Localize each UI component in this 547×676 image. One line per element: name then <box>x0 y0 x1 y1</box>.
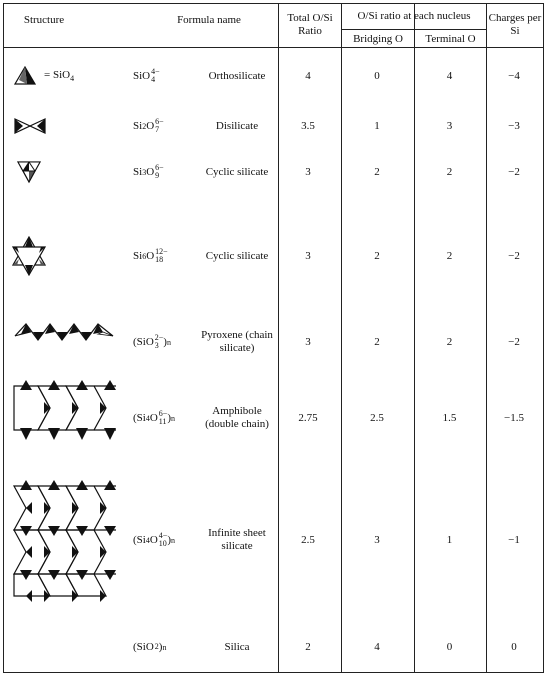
bridging-o-cell: 1 <box>374 119 380 132</box>
total-ratio-cell: 3.5 <box>301 119 315 132</box>
terminal-o-cell: 4 <box>446 69 453 82</box>
header-charges: Charges per Si <box>488 12 542 37</box>
total-ratio-cell: 3 <box>305 335 311 348</box>
total-ratio-cell: 4 <box>305 69 311 82</box>
header-nucleus-group: O/Si ratio at each nucleus <box>357 10 471 22</box>
disilicate-structure-icon <box>14 118 46 134</box>
charges-per-si-cell: −1.5 <box>504 411 524 424</box>
formula-name-cell: Cyclic silicate <box>205 249 269 262</box>
header-subdivider <box>341 29 486 30</box>
formula-cell: SiO 4− 4 <box>133 67 160 84</box>
header-terminal: Terminal O <box>425 33 476 45</box>
total-ratio-cell: 3 <box>305 165 311 178</box>
bridging-o-cell: 2 <box>374 249 380 262</box>
formula-name-cell: Infinite sheet silicate <box>208 527 266 552</box>
total-ratio-cell: 2.75 <box>298 411 318 424</box>
terminal-o-cell: 0 <box>446 640 453 653</box>
formula-cell: Si 3 O 6− 9 <box>133 163 164 180</box>
formula-cell: (Si 4 O 6− 11 ) n <box>133 409 175 426</box>
formula-cell: Si 2 O 6− 7 <box>133 117 164 134</box>
charges-per-si-cell: −2 <box>508 335 520 348</box>
formula-cell: (Si 4 O 4− 10 ) n <box>133 531 175 548</box>
terminal-o-cell: 2 <box>446 249 453 262</box>
total-ratio-cell: 3 <box>305 249 311 262</box>
charges-per-si-cell: −2 <box>508 249 520 262</box>
terminal-o-cell: 1.5 <box>442 411 457 424</box>
formula-name-cell: Silica <box>224 640 250 653</box>
bridging-o-cell: 0 <box>374 69 380 82</box>
formula-cell: (SiO 2 ) n <box>133 640 167 653</box>
cyclic-hexamer-structure-icon <box>12 236 46 276</box>
structure-equals-label: = SiO$_4$ <box>44 69 75 83</box>
header-rule <box>4 47 543 48</box>
tetrahedron-icon <box>14 66 36 86</box>
bridging-o-cell: 2.5 <box>370 411 384 424</box>
bridging-o-cell: 2 <box>374 165 380 178</box>
infinite-sheet-structure-icon <box>10 480 118 602</box>
charges-per-si-cell: −2 <box>508 165 520 178</box>
formula-cell: Si 6 O 12− 18 <box>133 247 168 264</box>
formula-name-cell: Cyclic silicate <box>205 165 269 178</box>
amphibole-double-chain-structure-icon <box>10 378 118 448</box>
cyclic-trimer-structure-icon <box>17 160 41 184</box>
total-ratio-cell: 2.5 <box>301 533 315 546</box>
formula-name-cell: Amphibole (double chain) <box>205 405 269 430</box>
charges-per-si-cell: 0 <box>511 640 517 653</box>
formula-name-cell: Orthosilicate <box>208 69 266 82</box>
bridging-o-cell: 4 <box>374 640 380 653</box>
charges-per-si-cell: −4 <box>508 69 520 82</box>
terminal-o-cell: 1 <box>446 533 453 546</box>
charges-per-si-cell: −1 <box>508 533 520 546</box>
terminal-o-cell: 2 <box>446 335 453 348</box>
formula-cell: (SiO 2− 3 ) n <box>133 333 171 350</box>
formula-name-cell: Pyroxene (chain silicate) <box>201 329 273 354</box>
charges-per-si-cell: −3 <box>508 119 520 132</box>
bridging-o-cell: 2 <box>374 335 380 348</box>
formula-name-cell: Disilicate <box>215 119 259 132</box>
header-bridging: Bridging O <box>353 33 403 45</box>
header-total-ratio: Total O/Si Ratio <box>287 12 333 37</box>
header-structure: Structure <box>23 14 65 26</box>
terminal-o-cell: 2 <box>446 165 453 178</box>
header-formula-name: Formula name <box>177 14 241 26</box>
total-ratio-cell: 2 <box>305 640 311 653</box>
terminal-o-cell: 3 <box>446 119 453 132</box>
bridging-o-cell: 3 <box>374 533 380 546</box>
pyroxene-chain-structure-icon <box>14 320 114 350</box>
